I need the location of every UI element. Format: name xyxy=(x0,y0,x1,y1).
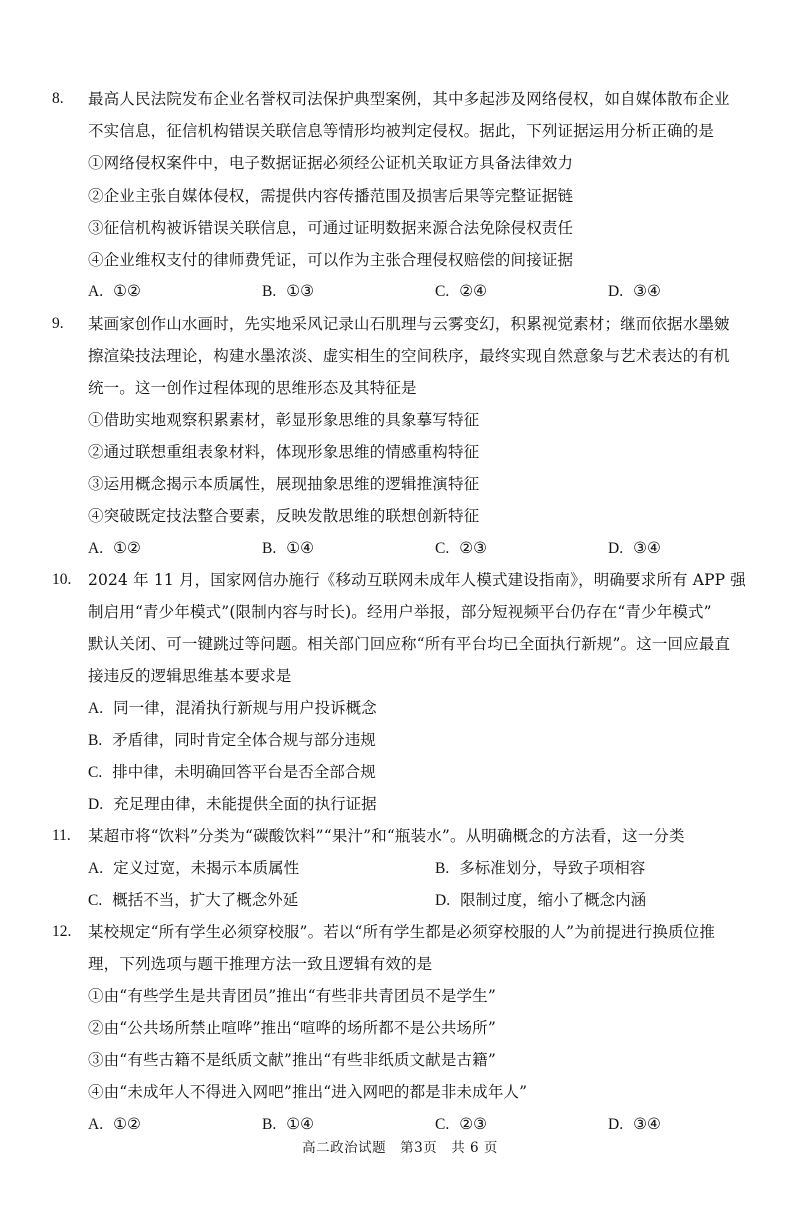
option-letter: A. xyxy=(88,540,104,557)
statement-4: ④企业维权支付的律师费凭证，可以作为主张合理侵权赔偿的间接证据 xyxy=(88,251,574,269)
option-d[interactable] xyxy=(88,794,377,815)
option-text: ③④ xyxy=(633,539,661,557)
statement-4: ④由“未成年人不得进入网吧”推出“进入网吧的都是非未成年人” xyxy=(88,1083,528,1101)
statement-4: ④突破既定技法整合要素，反映发散思维的联想创新特征 xyxy=(88,507,480,525)
option-letter: C. xyxy=(435,540,450,557)
option-letter: B. xyxy=(88,732,103,749)
question-number: 9. xyxy=(52,315,64,332)
option-text: ②③ xyxy=(459,539,488,557)
question-stem-line: 统一。这一创作过程体现的思维形态及其特征是 xyxy=(88,379,417,397)
option-letter: C. xyxy=(435,1116,450,1133)
option-b[interactable] xyxy=(262,1114,314,1135)
question-stem-line: 某校规定“所有学生必须穿校服”。若以“所有学生都是必须穿校服的人”为前提进行换质位推 xyxy=(88,923,715,941)
option-letter: C. xyxy=(88,764,103,781)
option-text: 同一律，混淆执行新规与用户投诉概念 xyxy=(113,699,377,717)
question-stem-line: 制启用“青少年模式”(限制内容与时长)。经用户举报，部分短视频平台仍存在“青少年模式” xyxy=(88,603,712,621)
option-text: ③④ xyxy=(633,282,661,300)
option-b[interactable] xyxy=(262,538,314,559)
option-letter: B. xyxy=(262,540,277,557)
statement-1: ①由“有些学生是共青团员”推出“有些非共青团员不是学生” xyxy=(88,987,496,1005)
question-stem-line: 擦渲染技法理论，构建水墨浓淡、虚实相生的空间秩序，最终实现自然意象与艺术表达的有机 xyxy=(88,347,730,365)
statement-1: ①网络侵权案件中，电子数据证据必须经公证机关取证方具备法律效力 xyxy=(88,154,574,172)
option-letter: D. xyxy=(608,283,624,300)
question-stem-line: 不实信息，征信机构错误关联信息等情形均被判定侵权。据此，下列证据运用分析正确的是 xyxy=(88,122,715,140)
option-a[interactable] xyxy=(88,858,299,879)
option-letter: D. xyxy=(608,1116,624,1133)
option-text: 充足理由律，未能提供全面的执行证据 xyxy=(113,795,377,813)
option-text: ①② xyxy=(113,282,141,300)
option-letter: A. xyxy=(88,700,104,717)
statement-2: ②企业主张自媒体侵权，需提供内容传播范围及损害后果等完整证据链 xyxy=(88,187,574,205)
option-text: ①② xyxy=(113,539,141,557)
option-letter: A. xyxy=(88,283,104,300)
option-letter: B. xyxy=(262,283,277,300)
option-letter: C. xyxy=(435,283,450,300)
option-b[interactable] xyxy=(262,281,314,302)
option-d[interactable] xyxy=(435,890,646,911)
question-stem-line: 理，下列选项与题干推理方法一致且逻辑有效的是 xyxy=(88,955,433,973)
statement-2: ②通过联想重组表象材料，体现形象思维的情感重构特征 xyxy=(88,443,480,461)
question-number: 10. xyxy=(52,571,72,588)
option-text: 多标准划分，导致子项相容 xyxy=(459,859,646,877)
option-c[interactable] xyxy=(88,890,298,911)
option-a[interactable] xyxy=(88,1114,141,1135)
option-text: 排中律，未明确回答平台是否全部合规 xyxy=(112,763,376,781)
question-stem-line: 某画家创作山水画时，先实地采风记录山石肌理与云雾变幻，积累视觉素材；继而依据水墨皴 xyxy=(88,315,730,333)
question-stem-line: 最高人民法院发布企业名誉权司法保护典型案例，其中多起涉及网络侵权，如自媒体散布企业 xyxy=(88,90,730,108)
question-stem-line: 接违反的逻辑思维基本要求是 xyxy=(88,667,292,685)
page-footer: 高二政治试题 第3页 共 6 页 xyxy=(302,1140,498,1156)
option-letter: B. xyxy=(435,860,450,877)
option-d[interactable] xyxy=(608,538,661,559)
question-stem-line: 2024 年 11 月，国家网信办施行《移动互联网未成年人模式建设指南》，明确要求所有 APP 强 xyxy=(88,571,746,589)
option-a[interactable] xyxy=(88,698,377,719)
statement-3: ③征信机构被诉错误关联信息，可通过证明数据来源合法免除侵权责任 xyxy=(88,219,574,237)
option-text: ②④ xyxy=(459,282,488,300)
question-number: 12. xyxy=(52,923,72,940)
question-stem-line: 某超市将“饮料”分类为“碳酸饮料”“果汁”和“瓶装水”。从明确概念的方法看，这一分类 xyxy=(88,827,685,845)
option-text: ①④ xyxy=(286,1115,315,1133)
option-letter: B. xyxy=(262,1116,277,1133)
question-number: 8. xyxy=(52,90,64,107)
option-text: ①④ xyxy=(286,539,315,557)
option-letter: D. xyxy=(88,796,104,813)
option-c[interactable] xyxy=(435,1114,487,1135)
question-number: 11. xyxy=(52,827,71,844)
statement-2: ②由“公共场所禁止喧哗”推出“喧哗的场所都不是公共场所” xyxy=(88,1019,496,1037)
option-text: ③④ xyxy=(633,1115,661,1133)
statement-3: ③运用概念揭示本质属性，展现抽象思维的逻辑推演特征 xyxy=(88,475,480,493)
option-letter: D. xyxy=(608,540,624,557)
option-letter: C. xyxy=(88,892,103,909)
option-text: ①③ xyxy=(286,282,315,300)
option-c[interactable] xyxy=(435,538,487,559)
option-text: 矛盾律，同时肯定全体合规与部分违规 xyxy=(112,731,376,749)
option-d[interactable] xyxy=(608,281,661,302)
option-text: 概括不当，扩大了概念外延 xyxy=(112,891,299,909)
option-letter: A. xyxy=(88,860,104,877)
option-text: ①② xyxy=(113,1115,141,1133)
option-d[interactable] xyxy=(608,1114,661,1135)
statement-3: ③由“有些古籍不是纸质文献”推出“有些非纸质文献是古籍” xyxy=(88,1051,496,1069)
option-a[interactable] xyxy=(88,538,141,559)
option-c[interactable] xyxy=(88,762,376,783)
option-text: ②③ xyxy=(459,1115,488,1133)
option-b[interactable] xyxy=(435,858,645,879)
option-text: 定义过宽，未揭示本质属性 xyxy=(113,859,300,877)
option-b[interactable] xyxy=(88,730,376,751)
question-stem-line: 默认关闭、可一键跳过等问题。相关部门回应称“所有平台均已全面执行新规”。这一回应最直 xyxy=(88,635,731,653)
statement-1: ①借助实地观察积累素材，彰显形象思维的具象摹写特征 xyxy=(88,411,480,429)
option-c[interactable] xyxy=(435,281,487,302)
option-letter: D. xyxy=(435,892,451,909)
option-letter: A. xyxy=(88,1116,104,1133)
option-text: 限制过度，缩小了概念内涵 xyxy=(460,891,647,909)
option-a[interactable] xyxy=(88,281,141,302)
